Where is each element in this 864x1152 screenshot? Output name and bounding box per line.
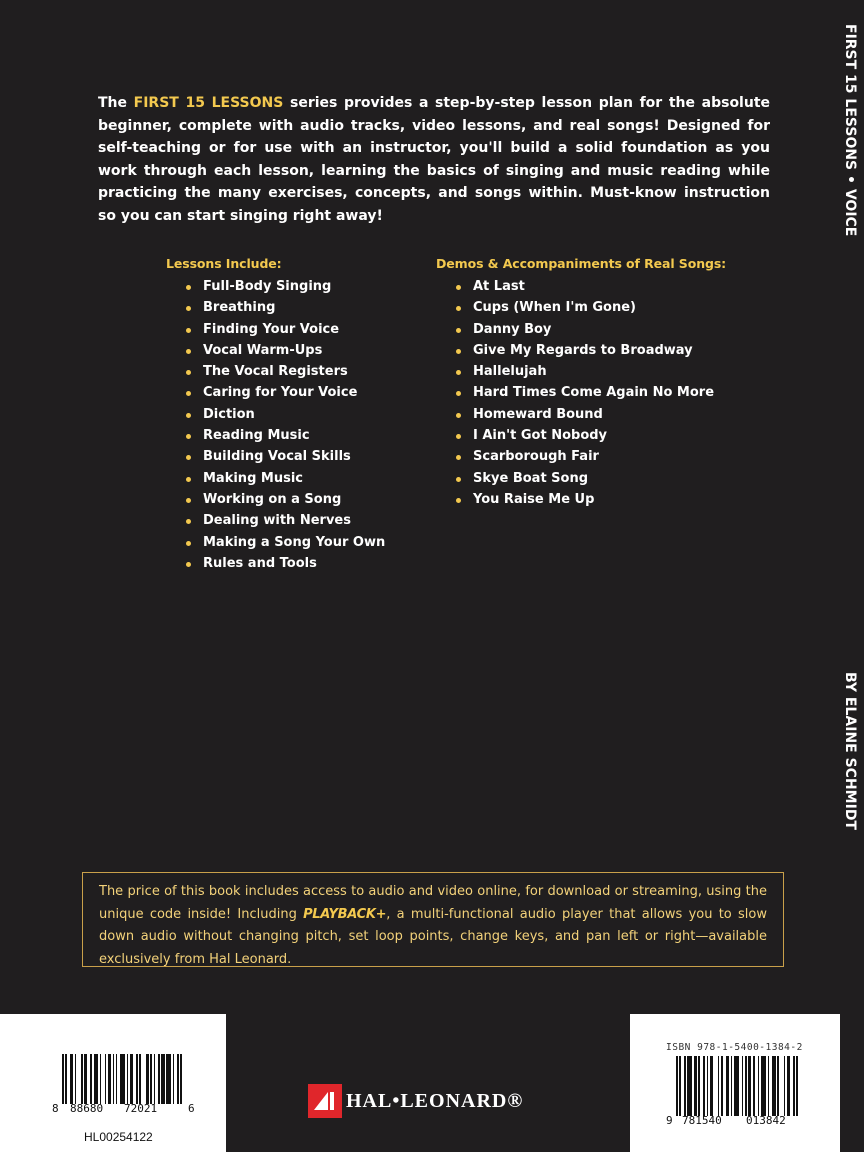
bullet-icon	[456, 413, 461, 418]
barcode-bar	[703, 1056, 705, 1116]
barcode-bar	[84, 1054, 87, 1104]
barcode-bar	[731, 1056, 733, 1116]
lessons-column	[166, 256, 385, 574]
barcode-bar	[136, 1054, 138, 1104]
barcode-bar	[65, 1054, 67, 1104]
barcode-bar	[726, 1056, 729, 1116]
bullet-icon	[456, 391, 461, 396]
online-access-notice	[82, 872, 784, 967]
barcode-bar	[90, 1054, 92, 1104]
barcode-bar	[62, 1054, 64, 1104]
bullet-icon	[456, 370, 461, 375]
barcode-bar	[793, 1056, 795, 1116]
song-item-label: Give My Regards to Broadway	[473, 342, 693, 358]
lesson-item-label: Reading Music	[203, 428, 310, 444]
lesson-item-label: Building Vocal Skills	[203, 449, 351, 465]
intro-paragraph	[98, 92, 770, 227]
isbn-number: ISBN 978-1-5400-1384-2	[666, 1042, 803, 1053]
barcode-bar	[796, 1056, 798, 1116]
barcode-bar	[81, 1054, 83, 1104]
intro-text-rest: series provides a step-by-step lesson plan for the absolute beginner, complete with audio tracks, video lessons, and real songs! Designed for self-teaching or for use with an instructor, you'll build a solid foundation as you work through each lesson, learning the basics of singing and music reading while practicing the many exercises, concepts, and songs within. Must-know instruction so you can start singing right away!	[98, 95, 771, 224]
song-item-label: Cups (When I'm Gone)	[473, 300, 637, 316]
song-item-label: I Ain't Got Nobody	[473, 428, 608, 444]
lesson-item	[166, 532, 385, 553]
barcode-bar	[177, 1054, 179, 1104]
barcode-bar	[130, 1054, 133, 1104]
barcode-bar	[787, 1056, 790, 1116]
lesson-item	[166, 425, 385, 446]
song-item	[436, 468, 726, 489]
notice-text-rest: , a multi-functional audio player that allows you to slow down audio without changing pitch, set loop points, change keys, and pan left or right—available exclusively from Hal Leonard.	[99, 906, 767, 967]
barcode-bar	[777, 1056, 779, 1116]
upc-barcode-panel	[0, 1014, 226, 1152]
barcode-bar	[105, 1054, 107, 1104]
song-item-label: Homeward Bound	[473, 406, 603, 422]
upc-digits-a: 88680	[70, 1102, 104, 1115]
barcode-bar	[75, 1054, 77, 1104]
barcode-bar	[721, 1056, 723, 1116]
lesson-item-label: Working on a Song	[203, 491, 342, 507]
playback-brand	[303, 907, 386, 922]
lesson-item-label: Finding Your Voice	[203, 321, 340, 337]
barcode-bar	[784, 1056, 786, 1116]
lesson-item-label: Caring for Your Voice	[203, 385, 358, 401]
song-item	[436, 319, 726, 340]
lesson-item-label: Full-Body Singing	[203, 279, 332, 294]
lesson-item	[166, 404, 385, 425]
barcode-bar	[108, 1054, 111, 1104]
barcode-bar	[753, 1056, 755, 1116]
songs-column	[436, 256, 726, 510]
bullet-icon	[456, 455, 461, 460]
song-item-label: Hard Times Come Again No More	[473, 385, 715, 401]
song-item-label: Hallelujah	[473, 364, 547, 380]
isbn-digit-first: 9	[666, 1114, 673, 1127]
notice-text-start: The price of this book includes access to audio and video online, for download or streaming, using the unique code inside! Including	[99, 884, 767, 922]
lesson-item	[166, 489, 385, 510]
barcode-bar	[694, 1056, 697, 1116]
barcode-bar	[154, 1054, 156, 1104]
lesson-item	[166, 276, 385, 297]
bullet-icon	[186, 541, 191, 546]
barcode-bar	[676, 1056, 678, 1116]
songs-list	[436, 276, 726, 510]
isbn-digits-b: 013842	[746, 1114, 786, 1127]
isbn-digits-a: 781540	[682, 1114, 722, 1127]
barcode-bar	[748, 1056, 751, 1116]
lesson-item	[166, 297, 385, 318]
bullet-icon	[456, 285, 461, 290]
isbn-barcode	[676, 1056, 798, 1116]
song-item	[436, 446, 726, 467]
song-item	[436, 425, 726, 446]
spine-author: BY ELAINE SCHMIDT	[842, 672, 858, 830]
barcode-bar	[127, 1054, 129, 1104]
barcode-bar	[70, 1054, 73, 1104]
barcode-bar	[768, 1056, 770, 1116]
bullet-icon	[186, 370, 191, 375]
barcode-bar	[734, 1056, 739, 1116]
song-item-label: At Last	[473, 279, 525, 294]
song-item	[436, 276, 726, 297]
upc-digit-first: 8	[52, 1102, 59, 1115]
song-item	[436, 361, 726, 382]
lesson-item-label: Rules and Tools	[203, 555, 317, 571]
barcode-bar	[158, 1054, 160, 1104]
barcode-bar	[180, 1054, 182, 1104]
songs-title: Demos & Accompaniments of Real Songs:	[436, 256, 727, 271]
logo-wordmark: HAL•LEONARD®	[346, 1089, 524, 1112]
song-item-label: Danny Boy	[473, 321, 552, 337]
song-item	[436, 382, 726, 403]
song-item-label: Scarborough Fair	[473, 449, 599, 465]
lesson-item-label: Making a Song Your Own	[203, 534, 386, 550]
lesson-item	[166, 319, 385, 340]
bullet-icon	[456, 477, 461, 482]
song-item	[436, 297, 726, 318]
bullet-icon	[186, 477, 191, 482]
bullet-icon	[186, 328, 191, 333]
barcode-bar	[684, 1056, 686, 1116]
barcode-bar	[687, 1056, 692, 1116]
lesson-item	[166, 468, 385, 489]
bullet-icon	[186, 562, 191, 567]
barcode-bar	[116, 1054, 118, 1104]
barcode-bar	[718, 1056, 720, 1116]
lesson-item-label: Breathing	[203, 300, 276, 316]
barcode-bar	[173, 1054, 175, 1104]
lesson-item	[166, 446, 385, 467]
barcode-bar	[761, 1056, 766, 1116]
barcode-bar	[707, 1056, 709, 1116]
bullet-icon	[186, 306, 191, 311]
barcode-bar	[758, 1056, 760, 1116]
lesson-item	[166, 361, 385, 382]
barcode-bar	[166, 1054, 171, 1104]
song-item	[436, 340, 726, 361]
bullet-icon	[186, 434, 191, 439]
lesson-item-label: Vocal Warm-Ups	[203, 342, 323, 358]
bullet-icon	[186, 391, 191, 396]
upc-digit-last: 6	[188, 1102, 195, 1115]
bullet-icon	[186, 498, 191, 503]
barcode-bar	[710, 1056, 713, 1116]
barcode-bar	[698, 1056, 700, 1116]
song-item	[436, 404, 726, 425]
barcode-bar	[139, 1054, 141, 1104]
lesson-item	[166, 553, 385, 574]
bullet-icon	[186, 519, 191, 524]
series-name: FIRST 15 LESSONS	[133, 95, 284, 111]
bullet-icon	[456, 349, 461, 354]
bullet-icon	[456, 498, 461, 503]
barcode-bar	[679, 1056, 681, 1116]
lesson-item-label: Diction	[203, 406, 255, 422]
bullet-icon	[456, 306, 461, 311]
barcode-bar	[742, 1056, 744, 1116]
spine-title: FIRST 15 LESSONS • VOICE	[842, 24, 858, 237]
logo-mark-icon	[308, 1084, 342, 1118]
bullet-icon	[186, 413, 191, 418]
intro-text-start: The	[98, 95, 134, 111]
barcode-bar	[94, 1054, 99, 1104]
bullet-icon	[186, 349, 191, 354]
barcode-bar	[113, 1054, 115, 1104]
upc-barcode	[62, 1054, 182, 1104]
song-item	[436, 489, 726, 510]
barcode-bar	[161, 1054, 164, 1104]
lesson-item-label: Making Music	[203, 470, 303, 486]
upc-digits-b: 72021	[124, 1102, 158, 1115]
bullet-icon	[186, 285, 191, 290]
barcode-bar	[120, 1054, 125, 1104]
barcode-bar	[100, 1054, 102, 1104]
lesson-item	[166, 510, 385, 531]
lessons-title: Lessons Include:	[166, 256, 282, 271]
lesson-item	[166, 340, 385, 361]
bullet-icon	[456, 328, 461, 333]
bullet-icon	[456, 434, 461, 439]
hal-leonard-logo	[308, 1084, 523, 1118]
lessons-list	[166, 276, 385, 574]
playback-plus-icon: +	[375, 906, 387, 922]
song-item-label: You Raise Me Up	[473, 491, 595, 507]
barcode-bar	[745, 1056, 747, 1116]
barcode-bar	[146, 1054, 149, 1104]
playback-brand-name: PLAYBACK	[303, 906, 376, 922]
lesson-item	[166, 382, 385, 403]
bullet-icon	[186, 455, 191, 460]
isbn-barcode-panel	[630, 1014, 840, 1152]
lesson-item-label: Dealing with Nerves	[203, 513, 351, 529]
barcode-bar	[150, 1054, 152, 1104]
product-code: HL00254122	[84, 1130, 153, 1144]
song-item-label: Skye Boat Song	[473, 470, 589, 486]
barcode-bar	[772, 1056, 775, 1116]
lesson-item-label: The Vocal Registers	[203, 364, 348, 380]
